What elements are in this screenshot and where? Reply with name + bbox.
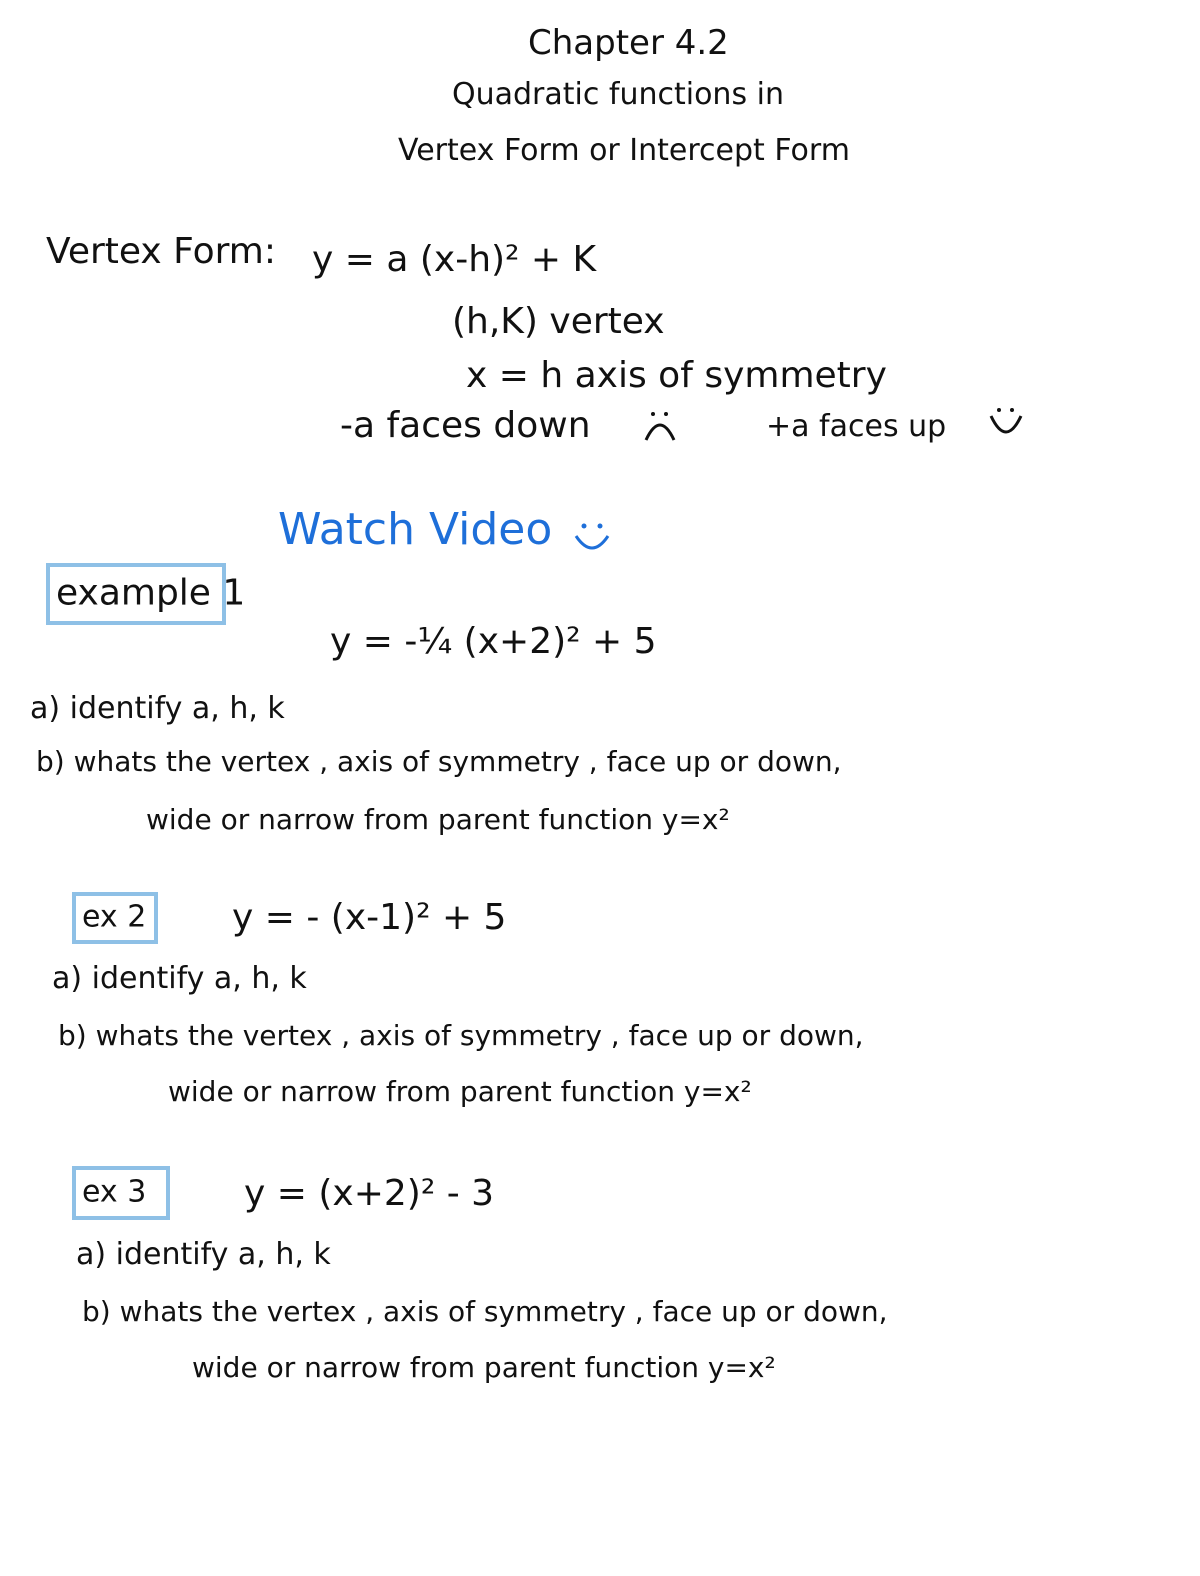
example-1-equation: y = -¼ (x+2)² + 5 <box>330 621 657 662</box>
example-1-box <box>46 563 246 625</box>
subtitle-line-1: Quadratic functions in <box>452 77 784 112</box>
example-3-label: ex 3 <box>82 1174 147 1210</box>
example-3-part-b-cont: wide or narrow from parent function y=x² <box>192 1351 776 1384</box>
subtitle-line-2: Vertex Form or Intercept Form <box>398 133 850 168</box>
example-1-part-b-cont: wide or narrow from parent function y=x² <box>146 803 730 836</box>
example-2-box <box>72 892 158 944</box>
example-1-part-a: a) identify a, h, k <box>30 691 285 726</box>
example-1-part-b: b) whats the vertex , axis of symmetry , face up or down, <box>36 745 842 778</box>
example-3-part-b: b) whats the vertex , axis of symmetry , face up or down, <box>82 1295 888 1328</box>
frown-parabola-icon <box>640 406 680 446</box>
vertex-form-label: Vertex Form: <box>46 231 276 272</box>
negative-a-note: -a faces down <box>340 405 591 446</box>
example-2-part-b: b) whats the vertex , axis of symmetry , face up or down, <box>58 1019 864 1052</box>
example-2-part-b-cont: wide or narrow from parent function y=x² <box>168 1075 752 1108</box>
chapter-title: Chapter 4.2 <box>528 23 729 63</box>
example-2-equation: y = - (x-1)² + 5 <box>232 897 507 938</box>
example-3-part-a: a) identify a, h, k <box>76 1237 331 1272</box>
example-2-label: ex 2 <box>82 899 147 935</box>
smiley-icon <box>570 518 614 558</box>
example-2-part-a: a) identify a, h, k <box>52 961 307 996</box>
example-3-box <box>72 1166 170 1220</box>
example-1-label: example 1 <box>56 572 246 614</box>
smile-parabola-icon <box>984 402 1028 446</box>
axis-of-symmetry-note: x = h axis of symmetry <box>466 355 887 396</box>
positive-a-note: +a faces up <box>766 409 947 444</box>
vertex-form-equation: y = a (x-h)² + K <box>312 239 597 280</box>
watch-video-link[interactable]: Watch Video <box>278 504 553 555</box>
vertex-note: (h,K) vertex <box>452 301 665 342</box>
example-3-equation: y = (x+2)² - 3 <box>244 1173 495 1214</box>
